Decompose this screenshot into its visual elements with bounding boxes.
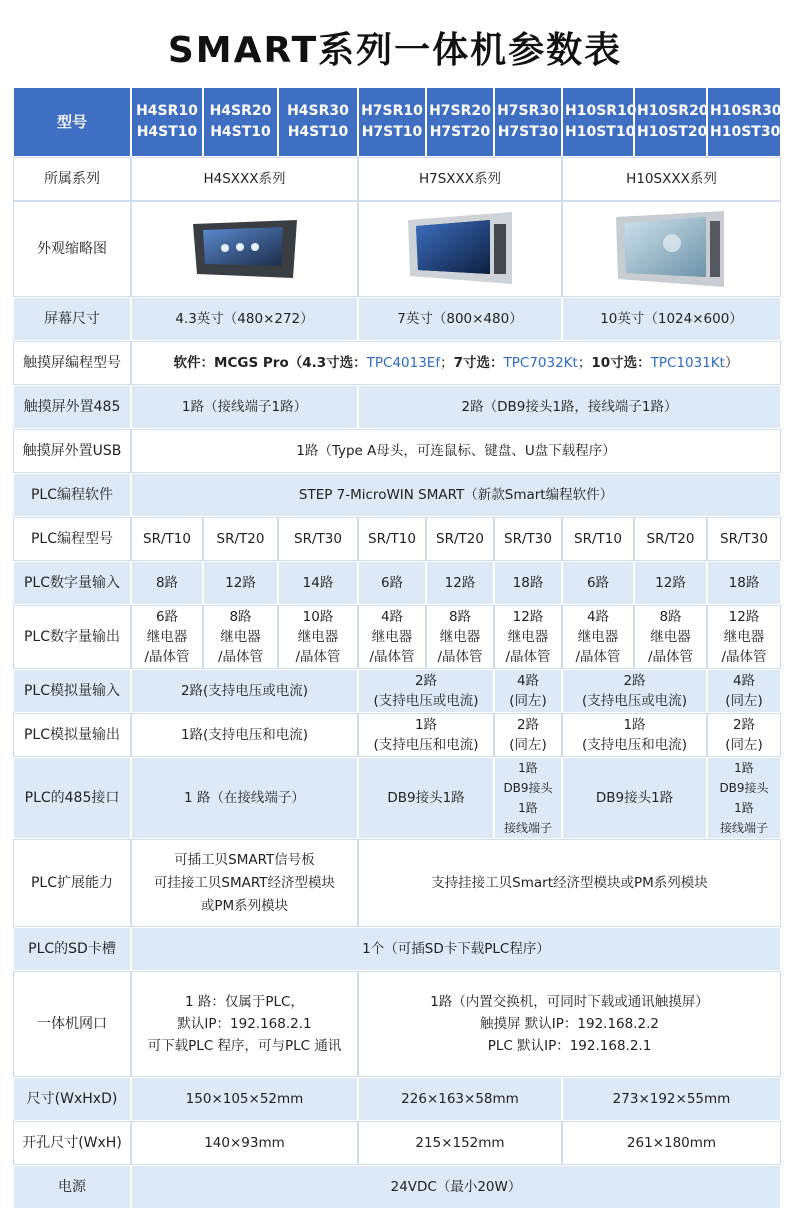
- row-appearance: [13, 201, 781, 297]
- row-plc-model: [13, 517, 781, 561]
- plc-485-cell: DB9接头1路: [358, 757, 494, 839]
- row-label: PLC模拟量输出: [13, 713, 131, 757]
- model-header: H4SR10 H4ST10: [131, 87, 203, 157]
- plc-model-cell: SR/T20: [426, 517, 494, 561]
- row-label: PLC编程型号: [13, 517, 131, 561]
- plc-ao-cell: 2路 (同左): [494, 713, 562, 757]
- plc-ext-cell: 可插工贝SMART信号板 可挂接工贝SMART经济型模块 或PM系列模块: [131, 839, 358, 927]
- row-label: PLC数字量输出: [13, 605, 131, 669]
- plc-di-cell: 18路: [707, 561, 781, 605]
- row-plc-di: [13, 561, 781, 605]
- plc-485-cell: DB9接头1路: [562, 757, 707, 839]
- thumbnail-h4: [131, 201, 358, 297]
- power-cell: 24VDC（最小20W）: [131, 1165, 781, 1209]
- size-cell: 226×163×58mm: [358, 1077, 562, 1121]
- row-label: 所属系列: [13, 157, 131, 201]
- model-header: H4SR30 H4ST10: [278, 87, 358, 157]
- plc-ao-cell: 1路 (支持电压和电流): [358, 713, 494, 757]
- row-series: [13, 157, 781, 201]
- model-header: H7SR30 H7ST30: [494, 87, 562, 157]
- row-touch-485: [13, 385, 781, 429]
- plc-ao-cell: 1路(支持电压和电流): [131, 713, 358, 757]
- network-cell: 1路（内置交换机，可同时下载或通讯触摸屏） 触摸屏 默认IP：192.168.2.2 PLC 默认IP：192.168.2.1: [358, 971, 781, 1077]
- plc-485-cell: 1路 DB9接头 1路 接线端子: [707, 757, 781, 839]
- plc-model-cell: SR/T30: [278, 517, 358, 561]
- row-label: 开孔尺寸(WxH): [13, 1121, 131, 1165]
- plc-do-cell: 12路 继电器 /晶体管: [494, 605, 562, 669]
- plc-do-cell: 4路 继电器 /晶体管: [358, 605, 426, 669]
- plc-ext-cell: 支持挂接工贝Smart经济型模块或PM系列模块: [358, 839, 781, 927]
- model-header: H10SR30 H10ST30: [707, 87, 781, 157]
- model-header: H7SR10 H7ST10: [358, 87, 426, 157]
- row-network: [13, 971, 781, 1077]
- hmi-image-small: [185, 218, 305, 280]
- row-plc-software: [13, 473, 781, 517]
- row-label: 屏幕尺寸: [13, 297, 131, 341]
- plc-di-cell: 14路: [278, 561, 358, 605]
- row-label: 触摸屏编程型号: [13, 341, 131, 385]
- header-row: [13, 87, 781, 157]
- model-header: H4SR20 H4ST10: [203, 87, 278, 157]
- network-cell: 1 路：仅属于PLC， 默认IP：192.168.2.1 可下载PLC 程序，可与PLC 通讯: [131, 971, 358, 1077]
- plc-do-cell: 4路 继电器 /晶体管: [562, 605, 634, 669]
- touch-model-cell: 软件：MCGS Pro（4.3寸选：TPC4013Ef；7寸选：TPC7032Kt；10寸选：TPC1031Kt）: [131, 341, 781, 385]
- plc-di-cell: 6路: [562, 561, 634, 605]
- plc-di-cell: 6路: [358, 561, 426, 605]
- row-plc-do: [13, 605, 781, 669]
- plc-ai-cell: 4路 (同左): [494, 669, 562, 713]
- screen-cell: 4.3英寸（480×272）: [131, 297, 358, 341]
- row-label: 一体机网口: [13, 971, 131, 1077]
- row-power: [13, 1165, 781, 1209]
- cutout-cell: 140×93mm: [131, 1121, 358, 1165]
- plc-model-cell: SR/T10: [358, 517, 426, 561]
- plc-do-cell: 8路 继电器 /晶体管: [634, 605, 707, 669]
- series-cell: H7SXXX系列: [358, 157, 562, 201]
- plc-do-cell: 10路 继电器 /晶体管: [278, 605, 358, 669]
- spec-table: [12, 86, 782, 1210]
- row-label: PLC扩展能力: [13, 839, 131, 927]
- touch-usb-cell: 1路（Type A母头，可连鼠标、键盘、U盘下载程序）: [131, 429, 781, 473]
- screen-cell: 7英寸（800×480）: [358, 297, 562, 341]
- thumbnail-h10: [562, 201, 781, 297]
- row-label: 尺寸(WxHxD): [13, 1077, 131, 1121]
- row-label: 电源: [13, 1165, 131, 1209]
- row-label: PLC数字量输入: [13, 561, 131, 605]
- model-header: H10SR20 H10ST20: [634, 87, 707, 157]
- plc-ai-cell: 2路(支持电压或电流): [131, 669, 358, 713]
- thumbnail-h7: [358, 201, 562, 297]
- cutout-cell: 215×152mm: [358, 1121, 562, 1165]
- model-header: H7SR20 H7ST20: [426, 87, 494, 157]
- row-size: [13, 1077, 781, 1121]
- plc-sd-cell: 1个（可插SD卡下载PLC程序）: [131, 927, 781, 971]
- row-label: PLC编程软件: [13, 473, 131, 517]
- plc-model-cell: SR/T20: [203, 517, 278, 561]
- plc-model-cell: SR/T30: [494, 517, 562, 561]
- size-cell: 150×105×52mm: [131, 1077, 358, 1121]
- plc-model-cell: SR/T20: [634, 517, 707, 561]
- plc-di-cell: 12路: [634, 561, 707, 605]
- plc-485-cell: 1路 DB9接头 1路 接线端子: [494, 757, 562, 839]
- plc-ai-cell: 4路 (同左): [707, 669, 781, 713]
- plc-ao-cell: 1路 (支持电压和电流): [562, 713, 707, 757]
- hmi-image-large: [612, 209, 732, 289]
- touch-485-cell: 1路（接线端子1路）: [131, 385, 358, 429]
- plc-do-cell: 12路 继电器 /晶体管: [707, 605, 781, 669]
- plc-di-cell: 18路: [494, 561, 562, 605]
- row-cutout: [13, 1121, 781, 1165]
- row-label: 触摸屏外置485: [13, 385, 131, 429]
- row-label: 外观缩略图: [13, 201, 131, 297]
- series-cell: H4SXXX系列: [131, 157, 358, 201]
- plc-di-cell: 8路: [131, 561, 203, 605]
- row-label: PLC的SD卡槽: [13, 927, 131, 971]
- row-label: 触摸屏外置USB: [13, 429, 131, 473]
- page-title: SMART系列一体机参数表: [167, 30, 623, 71]
- row-screen: [13, 297, 781, 341]
- plc-di-cell: 12路: [426, 561, 494, 605]
- row-label: PLC的485接口: [13, 757, 131, 839]
- plc-software-cell: STEP 7-MicroWIN SMART（新款Smart编程软件）: [131, 473, 781, 517]
- model-header: H10SR10 H10ST10: [562, 87, 634, 157]
- row-touch-usb: [13, 429, 781, 473]
- row-plc-ext: [13, 839, 781, 927]
- plc-model-cell: SR/T10: [562, 517, 634, 561]
- touch-485-cell: 2路（DB9接头1路，接线端子1路）: [358, 385, 781, 429]
- plc-di-cell: 12路: [203, 561, 278, 605]
- size-cell: 273×192×55mm: [562, 1077, 781, 1121]
- row-plc-485: [13, 757, 781, 839]
- plc-model-cell: SR/T30: [707, 517, 781, 561]
- plc-do-cell: 6路 继电器 /晶体管: [131, 605, 203, 669]
- header-label: 型号: [13, 87, 131, 157]
- row-touch-model: [13, 341, 781, 385]
- plc-do-cell: 8路 继电器 /晶体管: [203, 605, 278, 669]
- series-cell: H10SXXX系列: [562, 157, 781, 201]
- row-plc-sd: [13, 927, 781, 971]
- plc-ai-cell: 2路 (支持电压或电流): [562, 669, 707, 713]
- row-plc-ao: [13, 713, 781, 757]
- plc-ao-cell: 2路 (同左): [707, 713, 781, 757]
- plc-do-cell: 8路 继电器 /晶体管: [426, 605, 494, 669]
- screen-cell: 10英寸（1024×600）: [562, 297, 781, 341]
- row-label: PLC模拟量输入: [13, 669, 131, 713]
- cutout-cell: 261×180mm: [562, 1121, 781, 1165]
- hmi-image-medium: [404, 210, 516, 288]
- plc-model-cell: SR/T10: [131, 517, 203, 561]
- row-plc-ai: [13, 669, 781, 713]
- plc-485-cell: 1 路（在接线端子）: [131, 757, 358, 839]
- plc-ai-cell: 2路 (支持电压或电流): [358, 669, 494, 713]
